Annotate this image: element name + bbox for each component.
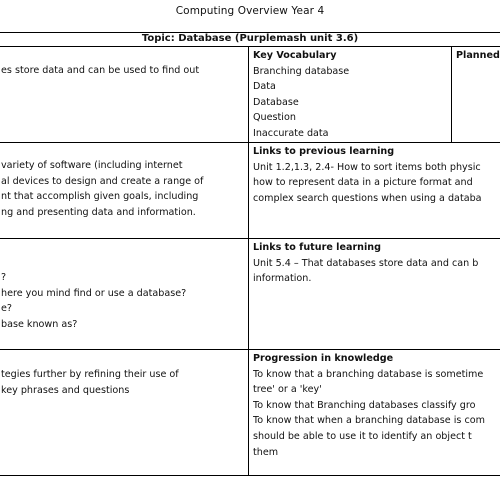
text-line: variety of software (including internet [1,160,183,171]
table-rule-row3 [0,349,500,350]
table-rule-topic [0,46,500,47]
text-line: es store data and can be used to find out [1,65,200,76]
previous-learning-cell [253,144,500,206]
text-line: information. [253,273,312,285]
left-block-software [1,158,246,220]
text-line: them [253,446,279,458]
table-border-bottom [0,475,500,476]
planned-cell [456,48,500,64]
progression-heading: Progression in knowledge [253,353,394,364]
previous-learning-heading: Links to previous learning [253,146,395,157]
text-line: complex search questions when using a databa [253,192,482,204]
text-line: Unit 1.2,1.3, 2.4- How to sort items both physic [253,161,481,173]
text-line: al devices to design and create a range of [1,175,204,187]
text-line: nt that accomplish given goals, including [1,191,199,203]
progression-cell [253,351,500,460]
text-line: key phrases and questions [1,384,130,396]
text-line: how to represent data in a picture format and [253,177,473,189]
key-vocabulary-heading: Key Vocabulary [253,50,337,61]
vocabulary-item: Question [253,112,296,124]
key-vocabulary-cell [253,48,449,142]
text-line: ng and presenting data and information. [1,206,196,218]
table-rule-planned-divider [451,46,452,142]
text-line: tegies further by refining their use of [1,369,179,380]
planned-heading: Planned [456,50,500,61]
text-line: tree' or a 'key' [253,384,322,396]
text-line: base known as? [1,318,78,330]
left-block-purpose [1,63,246,79]
vocabulary-item: Data [253,81,276,93]
topic-banner: Topic: Database (Purplemash unit 3.6) [141,33,359,44]
table-rule-row2 [0,238,500,239]
text-line: should be able to use it to identify an object t [253,430,472,442]
text-line: Unit 5.4 – That databases store data and can b [253,257,479,269]
vocabulary-item: Database [253,96,299,108]
vocabulary-item: Branching database [253,65,350,77]
future-learning-cell [253,240,500,287]
table-rule-col-divider [248,46,249,475]
text-line: To know that a branching database is sometime [253,368,484,380]
vocabulary-item: Inaccurate data [253,127,329,139]
text-line: ? [1,272,7,283]
document-title: Computing Overview Year 4 [175,5,325,17]
left-block-questions [1,270,246,332]
left-block-strategies [1,367,246,398]
text-line: here you mind find or use a database? [1,287,187,299]
table-rule-row1 [0,142,500,143]
text-line: To know that Branching databases classify gro [253,399,476,411]
future-learning-heading: Links to future learning [253,242,381,253]
text-line: To know that when a branching database is com [253,415,485,427]
text-line: e? [1,303,12,315]
